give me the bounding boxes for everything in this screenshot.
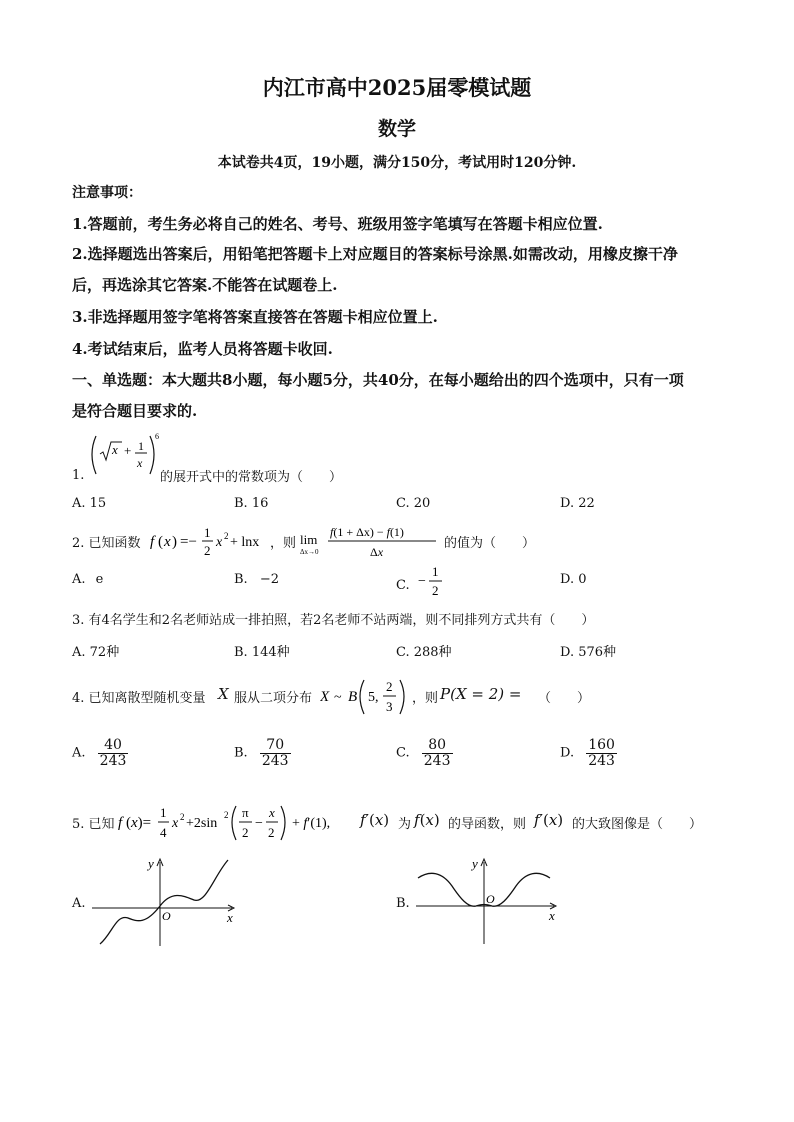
- q4-option-b-num: 70: [260, 738, 291, 754]
- subject-title: 数学: [377, 118, 416, 140]
- question-3: 3. 有4名学生和2名老师站成一排拍照，若2名老师不站两端，则不同排列方式共有（ ）: [72, 613, 595, 628]
- q5-a-x-label: x: [227, 910, 233, 925]
- svg-text:(: (: [158, 534, 163, 550]
- svg-text:f(1 + Δx) − f(1): f(1 + Δx) − f(1): [330, 525, 404, 539]
- q5-f-x: f(x): [414, 811, 440, 829]
- svg-text:6: 6: [155, 432, 159, 441]
- q2-option-b: [234, 572, 279, 587]
- svg-text:π: π: [242, 805, 249, 820]
- q2-option-d: D. 0: [560, 572, 587, 587]
- svg-text:2: 2: [242, 825, 249, 840]
- svg-text:4: 4: [160, 825, 167, 840]
- q5-option-a-label: A.: [72, 896, 86, 911]
- q4-tail: （ ）: [538, 691, 591, 706]
- q2-option-a-label: A.: [72, 572, 86, 587]
- q5-b-y-label: y: [472, 856, 478, 871]
- svg-text:+ lnx: + lnx: [230, 535, 260, 550]
- q5-option-a-graph: [90, 856, 240, 948]
- q5-mid-text: 为: [398, 817, 412, 832]
- q5-tail: 的大致图像是（ ）: [572, 817, 703, 832]
- q1-text: 的展开式中的常数项为（ ）: [160, 470, 343, 485]
- q5-a-origin-label: O: [162, 909, 171, 923]
- svg-text:2: 2: [268, 825, 275, 840]
- q3-option-c: C. 288种: [396, 645, 452, 660]
- q4-option-a-den: 243: [99, 752, 127, 769]
- q2-option-b-label: B.: [234, 572, 248, 587]
- exam-title: 内江市高中2025届零模试题: [262, 75, 532, 100]
- svg-text:x: x: [164, 534, 171, 550]
- notice-item-1: 1.答题前，考生务必将自己的姓名、考号、班级用签字笔填写在答题卡相应位置.: [72, 215, 603, 233]
- svg-text:2: 2: [180, 812, 185, 822]
- q2-mid-text: ，则: [270, 536, 297, 551]
- svg-text:x: x: [172, 816, 179, 831]
- svg-text:+: +: [124, 443, 132, 458]
- q5-option-b-label: B.: [396, 896, 410, 911]
- svg-text:2: 2: [431, 583, 439, 598]
- q4-var-x: X: [218, 685, 229, 703]
- q2-function-formula: [150, 522, 270, 562]
- q4-option-d: [560, 738, 617, 768]
- svg-text:(x)=: (x)=: [126, 815, 152, 831]
- notice-item-2: 2.选择题选出答案后，用铅笔把答题卡上对应题目的答案标号涂黑.如需改动，用橡皮擦干净: [72, 245, 678, 263]
- q4-option-a: [72, 738, 128, 768]
- q4-mid2-text: ，则: [412, 691, 439, 706]
- q2-limit-formula: [300, 522, 440, 562]
- svg-text:+ f′(1),: + f′(1),: [292, 816, 331, 831]
- q4-option-c-label: C.: [396, 745, 410, 761]
- svg-text:): ): [172, 534, 177, 550]
- q1-option-a: A. 15: [72, 496, 107, 511]
- svg-text:1: 1: [431, 564, 439, 579]
- q5-number: 5. 已知: [72, 817, 115, 832]
- svg-text:5,: 5,: [368, 690, 379, 705]
- q3-option-d: D. 576种: [560, 645, 617, 660]
- svg-text:=−: =−: [180, 534, 197, 550]
- q4-option-a-label: A.: [72, 745, 86, 761]
- q5-b-origin-label: O: [486, 892, 495, 906]
- svg-text:x: x: [137, 456, 143, 470]
- q4-option-b: [234, 738, 291, 768]
- q4-distribution-formula: [320, 674, 410, 718]
- q4-option-d-label: D.: [560, 745, 575, 761]
- q5-a-y-label: y: [148, 856, 154, 871]
- q2-option-a: [72, 572, 103, 587]
- exam-info: 本试卷共4页，19小题，满分150分，考试用时120分钟.: [217, 155, 577, 171]
- q5-function-formula: [118, 800, 358, 844]
- svg-text:3: 3: [386, 699, 393, 714]
- question-1: [72, 430, 343, 485]
- q2-text: 的值为（ ）: [444, 536, 536, 551]
- svg-text:x: x: [112, 442, 118, 457]
- svg-text:Δx→0: Δx→0: [300, 548, 319, 556]
- svg-text:x: x: [269, 805, 275, 820]
- svg-text:X: X: [320, 689, 330, 705]
- q2-option-c: [396, 562, 448, 600]
- q2-number: 2. 已知函数: [72, 536, 141, 551]
- svg-text:2: 2: [224, 810, 229, 820]
- q1-option-b: B. 16: [234, 496, 269, 511]
- q4-option-d-num: 160: [588, 737, 615, 753]
- q4-option-c: [396, 738, 453, 768]
- svg-text:2: 2: [224, 531, 229, 541]
- q4-option-b-den: 243: [261, 752, 289, 769]
- q2-option-a-value: e: [95, 572, 104, 587]
- svg-text:B: B: [348, 689, 358, 705]
- q4-option-d-den: 243: [588, 752, 615, 769]
- section-heading-cont: 是符合题目要求的.: [72, 402, 198, 420]
- q4-probability: P(X = 2) =: [440, 685, 522, 703]
- q1-option-d: D. 22: [560, 496, 595, 511]
- q1-number: 1.: [72, 468, 85, 483]
- q5-mid2-text: 的导函数，则: [448, 817, 527, 832]
- section-heading: 一、单选题：本大题共8小题，每小题5分，共40分，在每小题给出的四个选项中，只有一项: [72, 371, 684, 389]
- svg-text:lim: lim: [300, 532, 318, 547]
- q2-option-b-value: −2: [259, 572, 279, 587]
- q5-b-x-label: x: [549, 908, 555, 923]
- svg-text:−: −: [255, 816, 263, 831]
- q5-fprime-x: f′(x): [360, 811, 390, 829]
- svg-text:Δx: Δx: [370, 545, 384, 559]
- svg-text:f: f: [118, 815, 123, 831]
- q5-option-b-graph: [412, 856, 562, 948]
- svg-text:~: ~: [334, 690, 342, 705]
- svg-text:1: 1: [160, 805, 167, 820]
- notice-heading: 注意事项：: [72, 185, 142, 201]
- q4-number: 4. 已知离散型随机变量: [72, 691, 206, 706]
- q2-option-c-label: C.: [396, 577, 410, 593]
- q4-option-c-den: 243: [423, 752, 451, 769]
- svg-text:1: 1: [204, 525, 211, 540]
- svg-text:f: f: [150, 534, 155, 550]
- q2-option-c-fraction: [418, 562, 448, 600]
- q3-option-a: A. 72种: [72, 645, 120, 660]
- q3-option-b: B. 144种: [234, 645, 290, 660]
- notice-item-4: 4.考试结束后，监考人员将答题卡收回.: [72, 340, 333, 358]
- q4-option-c-num: 80: [422, 738, 453, 754]
- svg-text:+2sin: +2sin: [186, 816, 218, 831]
- notice-item-2-cont: 后，再选涂其它答案.不能答在试题卷上.: [72, 276, 338, 294]
- q1-formula: [86, 430, 166, 482]
- notice-item-3: 3.非选择题用签字笔将答案直接答在答题卡相应位置上.: [72, 308, 438, 326]
- q1-option-c: C. 20: [396, 496, 431, 511]
- svg-text:2: 2: [386, 679, 393, 694]
- q4-option-a-num: 40: [98, 738, 129, 754]
- q5-fprime-x-2: f′(x): [534, 811, 564, 829]
- q4-option-b-label: B.: [234, 745, 248, 761]
- svg-text:x: x: [216, 535, 223, 550]
- svg-text:2: 2: [204, 543, 211, 558]
- svg-text:−: −: [417, 574, 426, 589]
- svg-text:1: 1: [138, 439, 144, 453]
- q4-mid-text: 服从二项分布: [234, 691, 313, 706]
